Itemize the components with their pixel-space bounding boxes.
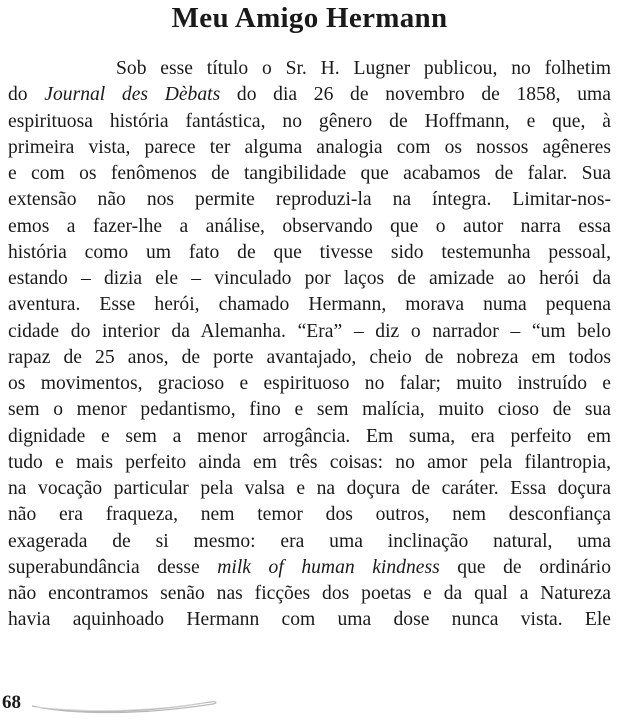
text-run: e com os fenômenos de tangibilidade que acabamos de falar. Sua [8, 163, 611, 184]
text-run: exagerada de si mesmo: era uma inclinação natural, uma [8, 530, 611, 552]
text-run: superabundância desse [8, 556, 218, 578]
text-line [8, 161, 611, 187]
text-line [8, 319, 611, 345]
text-run: na vocação particular pela valsa e na doçura de caráter. Essa doçura [8, 478, 611, 499]
text-line [8, 56, 611, 82]
italic-run [44, 84, 220, 105]
text-run: os movimentos, gracioso e espirituoso no falar; muito instruído e [8, 373, 611, 394]
text-run: do dia 26 de novembro de 1858, uma [220, 84, 611, 106]
text-run: não encontramos senão nas ficções dos poetas e da qual a Natureza [8, 583, 611, 604]
text-run: tudo e mais perfeito ainda em três coisas: no amor pela filantropia, [8, 451, 611, 473]
text-line [8, 345, 611, 371]
text-run: estando – dizia ele – vinculado por laços de amizade ao herói da [8, 268, 611, 289]
page-title: Meu Amigo Hermann [171, 2, 448, 34]
text-run: cidade do interior da Alemanha. “Era” – diz o narrador – “um belo [8, 320, 611, 342]
text-line [8, 187, 611, 213]
text-line [8, 109, 611, 135]
text-line [8, 214, 611, 240]
text-line [8, 450, 611, 476]
text-run: espirituosa história fantástica, no gênero de Hoffmann, e que, à [8, 110, 611, 132]
text-run: havia aquinhoado Hermann com uma dose nunca vista. Ele [8, 609, 611, 631]
text-line [8, 240, 611, 266]
text-line [8, 266, 611, 292]
italic-text: milk of human kindness [217, 556, 440, 578]
italic-run [217, 557, 439, 578]
text-line [8, 555, 611, 581]
text-run: não era fraqueza, nem temor dos outros, nem desconfiança [8, 504, 611, 526]
text-run: história como um fato de que tivesse sido testemunha pessoal, [8, 241, 611, 263]
page-footer [0, 690, 619, 720]
text-run: aventura. Esse herói, chamado Hermann, morava numa pequena [8, 294, 611, 316]
text-line [8, 607, 611, 633]
text-line [8, 292, 611, 318]
text-line [8, 135, 611, 161]
italic-text: Journal des Dèbats [44, 84, 221, 106]
text-run: sem o menor pedantismo, fino e sem malícia, muito cioso de sua [8, 399, 611, 421]
page-number: 68 [2, 692, 21, 713]
text-line [8, 476, 611, 502]
text-run: dignidade e sem a menor arrogância. Em suma, era perfeito em [8, 425, 611, 447]
footer-swoosh-ornament [30, 692, 220, 716]
text-run: primeira vista, parece ter alguma analogia com os nossos agêneres [8, 136, 611, 158]
text-line [8, 397, 611, 423]
text-run: extensão não nos permite reproduzi-la na íntegra. Limitar-nos- [8, 189, 611, 211]
text-run: Sob esse título o Sr. H. Lugner publicou, no folhetim [116, 58, 611, 79]
text-line [8, 581, 611, 607]
text-run: rapaz de 25 anos, de porte avantajado, cheio de nobreza em todos [8, 346, 611, 368]
text-line [8, 529, 611, 555]
text-line [8, 371, 611, 397]
text-line [8, 424, 611, 450]
text-run: que de ordinário [439, 556, 612, 578]
text-run: emos a fazer-lhe a análise, observando que o autor narra essa [8, 215, 611, 237]
body-text [8, 56, 611, 634]
text-line [8, 82, 611, 108]
text-line [8, 502, 611, 528]
text-run: do [8, 84, 45, 106]
